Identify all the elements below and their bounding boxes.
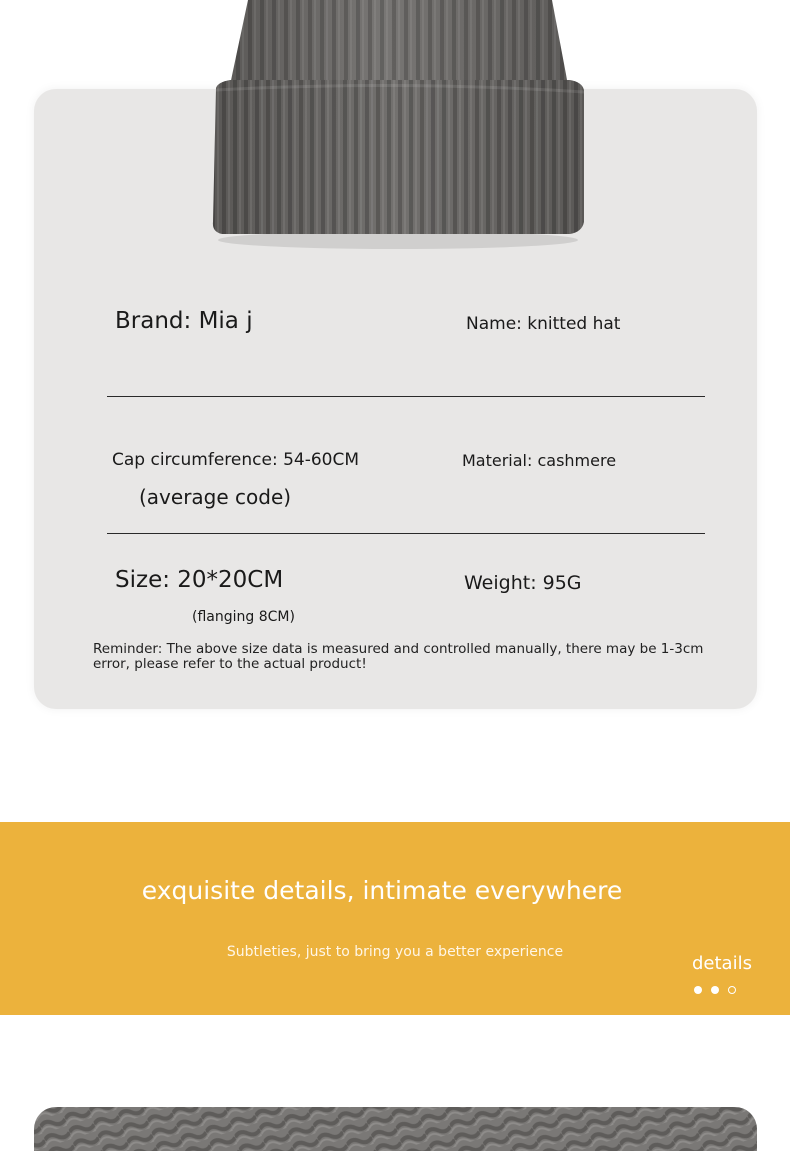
dot-hollow bbox=[728, 986, 736, 994]
reminder-text: Reminder: The above size data is measured and controlled manually, there may be 1-3cm error, please refer to the actual product! bbox=[93, 641, 704, 672]
weight-label: Weight: 95G bbox=[464, 572, 582, 594]
hat-photo bbox=[200, 0, 600, 250]
banner-details-label: details bbox=[692, 953, 752, 974]
details-banner bbox=[0, 822, 790, 1015]
cap-circumference-label: Cap circumference: 54-60CM bbox=[112, 450, 360, 470]
flanging-label: (flanging 8CM) bbox=[192, 609, 295, 625]
size-label: Size: 20*20CM bbox=[115, 567, 284, 593]
brand-label: Brand: Mia j bbox=[115, 308, 253, 334]
divider bbox=[107, 533, 705, 534]
knit-closeup-photo bbox=[34, 1107, 757, 1151]
material-label: Material: cashmere bbox=[462, 451, 617, 470]
divider bbox=[107, 396, 705, 397]
dot-filled bbox=[711, 986, 719, 994]
dot-filled bbox=[694, 986, 702, 994]
name-label: Name: knitted hat bbox=[466, 314, 621, 334]
average-code-label: (average code) bbox=[139, 485, 292, 509]
banner-title: exquisite details, intimate everywhere bbox=[141, 876, 623, 905]
banner-subtitle: Subtleties, just to bring you a better experience bbox=[226, 944, 564, 960]
carousel-dots bbox=[694, 986, 736, 994]
